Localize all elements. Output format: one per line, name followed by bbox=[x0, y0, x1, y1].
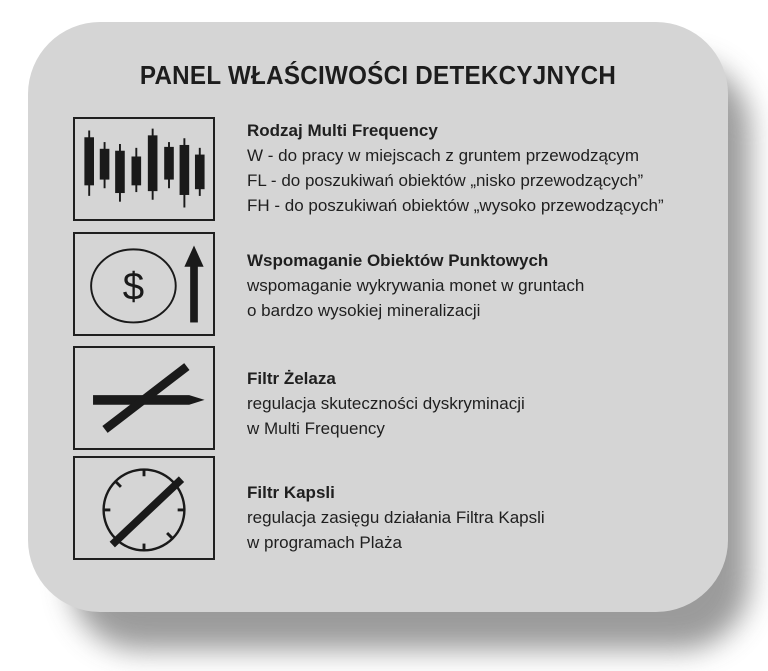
crossed-clock-icon bbox=[73, 456, 215, 560]
feature-iron-filter bbox=[247, 366, 525, 441]
feature-description: W - do pracy w miejscach z gruntem przewodzącym FL - do poszukiwań obiektów „nisko przewodzących” FH - do poszukiwań obiektów „wysoko przewodzących” bbox=[247, 146, 664, 215]
feature-description: wspomaganie wykrywania monet w gruntach o bardzo wysokiej mineralizacji bbox=[247, 276, 585, 320]
dollar-sign-icon: $ bbox=[122, 265, 145, 309]
panel-title: PANEL WŁAŚCIWOŚCI DETEKCYJNYCH bbox=[139, 60, 617, 90]
feature-heading: Filtr Kapsli bbox=[247, 483, 335, 502]
feature-heading: Filtr Żelaza bbox=[247, 369, 336, 388]
feature-heading: Rodzaj Multi Frequency bbox=[247, 121, 438, 140]
detection-properties-panel bbox=[28, 22, 728, 612]
feature-multi-frequency bbox=[247, 118, 664, 218]
feature-description: regulacja zasięgu działania Filtra Kapsli w programach Plaża bbox=[247, 508, 545, 552]
feature-point-objects bbox=[247, 248, 584, 323]
dollar-coin-arrow-icon bbox=[73, 232, 215, 336]
feature-description: regulacja skuteczności dyskryminacji w Multi Frequency bbox=[247, 394, 525, 438]
crossed-nail-icon bbox=[73, 346, 215, 450]
multi-frequency-bars-icon bbox=[73, 117, 215, 221]
feature-cap-filter bbox=[247, 480, 545, 555]
feature-heading: Wspomaganie Obiektów Punktowych bbox=[247, 251, 549, 270]
